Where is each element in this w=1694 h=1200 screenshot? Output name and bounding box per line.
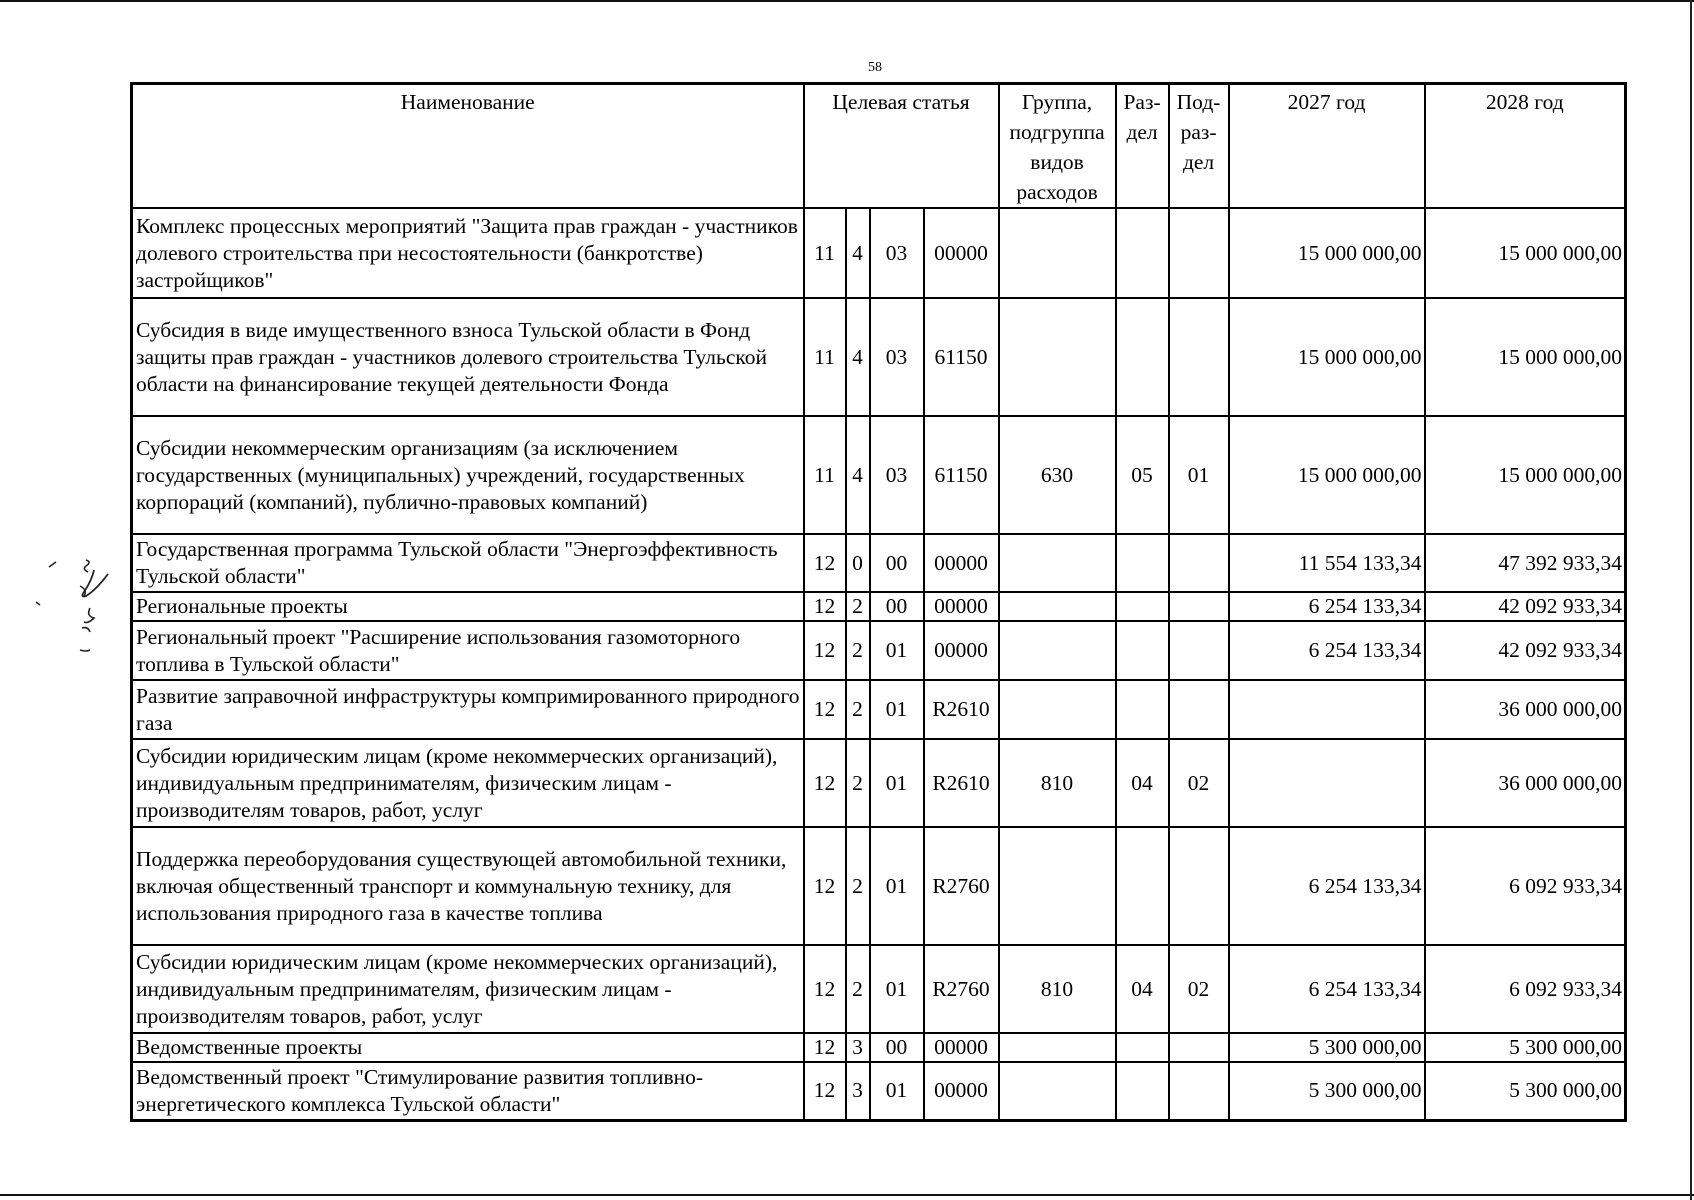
row-section [1116,1062,1169,1120]
row-amount-2028: 6 092 933,34 [1425,827,1626,945]
row-expense-group [999,298,1116,416]
row-section: 04 [1116,739,1169,827]
row-name: Поддержка переоборудования существующей автомобильной техники, включая общественный транспорт и коммунальную технику, для использования природного газа в качестве топлива [132,827,804,945]
row-amount-2028: 5 300 000,00 [1425,1033,1626,1062]
row-code-structure: 01 [870,827,924,945]
row-code-program: 12 [804,1062,846,1120]
row-code-type: 2 [846,592,870,621]
row-expense-group: 810 [999,945,1116,1033]
row-code-type: 2 [846,739,870,827]
row-amount-2028: 15 000 000,00 [1425,298,1626,416]
header-row [132,84,1626,209]
row-code-program: 11 [804,298,846,416]
table-row [132,592,1626,621]
table-row [132,298,1626,416]
row-name: Государственная программа Тульской области "Энергоэффективность Тульской области" [132,534,804,592]
row-code-structure: 03 [870,208,924,298]
row-expense-group: 630 [999,416,1116,534]
row-amount-2027: 6 254 133,34 [1229,592,1425,621]
handwritten-signature [34,552,134,662]
row-amount-2027: 6 254 133,34 [1229,827,1425,945]
row-name: Субсидия в виде имущественного взноса Тульской области в Фонд защиты прав граждан - участников долевого строительства Тульской области на финансирование текущей деятельности Фонда [132,298,804,416]
row-code-program: 12 [804,680,846,739]
row-code-direction: R2760 [924,945,999,1033]
row-amount-2027: 5 300 000,00 [1229,1033,1425,1062]
row-expense-group: 810 [999,739,1116,827]
row-code-structure: 01 [870,945,924,1033]
header-target-article: Целевая статья [804,84,999,209]
row-code-direction: 00000 [924,592,999,621]
row-amount-2028: 5 300 000,00 [1425,1062,1626,1120]
row-code-program: 12 [804,534,846,592]
table-row [132,680,1626,739]
row-code-direction: 61150 [924,298,999,416]
row-amount-2028: 36 000 000,00 [1425,739,1626,827]
page-number: 58 [868,60,882,75]
row-code-program: 12 [804,945,846,1033]
row-name: Ведомственные проекты [132,1033,804,1062]
row-subsection [1169,534,1229,592]
row-code-direction: R2610 [924,680,999,739]
row-section: 05 [1116,416,1169,534]
row-name: Субсидии некоммерческим организациям (за исключением государственных (муниципальных) учреждений, государственных корпораций (компаний), публично-правовых компаний) [132,416,804,534]
row-expense-group [999,592,1116,621]
row-code-structure: 00 [870,534,924,592]
scan-edge-top [0,0,1694,2]
row-expense-group [999,534,1116,592]
row-section [1116,621,1169,680]
row-code-direction: 00000 [924,1033,999,1062]
row-code-structure: 01 [870,621,924,680]
row-subsection [1169,1062,1229,1120]
row-code-type: 4 [846,208,870,298]
budget-table [130,82,1627,1122]
row-subsection [1169,827,1229,945]
row-code-program: 12 [804,827,846,945]
row-section [1116,680,1169,739]
header-subsection: Под-раз-дел [1169,84,1229,209]
table-row [132,208,1626,298]
row-amount-2027: 15 000 000,00 [1229,298,1425,416]
row-amount-2027 [1229,739,1425,827]
row-amount-2027: 11 554 133,34 [1229,534,1425,592]
row-name: Комплекс процессных мероприятий "Защита прав граждан - участников долевого строительства при несостоятельности (банкротстве) застройщиков" [132,208,804,298]
row-name: Ведомственный проект "Стимулирование развития топливно-энергетического комплекса Тульской области" [132,1062,804,1120]
row-amount-2028: 36 000 000,00 [1425,680,1626,739]
row-code-program: 12 [804,621,846,680]
row-expense-group [999,208,1116,298]
table-row [132,827,1626,945]
row-code-type: 4 [846,416,870,534]
header-expense-group: Группа, подгруппа видов расходов [999,84,1116,209]
row-code-program: 11 [804,416,846,534]
row-section [1116,208,1169,298]
row-expense-group [999,621,1116,680]
row-code-structure: 01 [870,739,924,827]
row-expense-group [999,680,1116,739]
row-code-type: 3 [846,1033,870,1062]
row-subsection [1169,298,1229,416]
row-code-type: 2 [846,680,870,739]
table-row [132,945,1626,1033]
row-code-type: 3 [846,1062,870,1120]
row-amount-2027: 15 000 000,00 [1229,416,1425,534]
header-section: Раз-дел [1116,84,1169,209]
row-expense-group [999,1062,1116,1120]
row-amount-2027: 15 000 000,00 [1229,208,1425,298]
row-code-structure: 03 [870,416,924,534]
row-amount-2028: 42 092 933,34 [1425,592,1626,621]
row-section [1116,1033,1169,1062]
table-row [132,621,1626,680]
row-amount-2027 [1229,680,1425,739]
row-subsection [1169,621,1229,680]
row-code-type: 2 [846,827,870,945]
row-subsection: 01 [1169,416,1229,534]
row-name: Региональный проект "Расширение использования газомоторного топлива в Тульской области" [132,621,804,680]
row-code-structure: 01 [870,1062,924,1120]
row-section: 04 [1116,945,1169,1033]
row-code-direction: 00000 [924,208,999,298]
row-expense-group [999,827,1116,945]
row-code-program: 12 [804,739,846,827]
row-code-type: 0 [846,534,870,592]
row-code-type: 2 [846,621,870,680]
row-name: Субсидии юридическим лицам (кроме некоммерческих организаций), индивидуальным предпринимателям, физическим лицам - производителям товаров, работ, услуг [132,945,804,1033]
row-amount-2027: 6 254 133,34 [1229,945,1425,1033]
row-code-program: 12 [804,1033,846,1062]
row-subsection [1169,592,1229,621]
row-section [1116,298,1169,416]
table-row [132,416,1626,534]
table-row [132,739,1626,827]
row-code-type: 4 [846,298,870,416]
row-section [1116,592,1169,621]
row-amount-2028: 15 000 000,00 [1425,208,1626,298]
row-code-program: 12 [804,592,846,621]
header-name: Наименование [132,84,804,209]
row-code-direction: 00000 [924,1062,999,1120]
row-subsection [1169,1033,1229,1062]
row-expense-group [999,1033,1116,1062]
row-subsection: 02 [1169,945,1229,1033]
row-amount-2028: 15 000 000,00 [1425,416,1626,534]
row-amount-2028: 6 092 933,34 [1425,945,1626,1033]
row-amount-2028: 47 392 933,34 [1425,534,1626,592]
table-row [132,1033,1626,1062]
row-name: Субсидии юридическим лицам (кроме некоммерческих организаций), индивидуальным предпринимателям, физическим лицам - производителям товаров, работ, услуг [132,739,804,827]
header-year-2027: 2027 год [1229,84,1425,209]
row-code-direction: 00000 [924,621,999,680]
row-code-structure: 03 [870,298,924,416]
row-code-direction: R2610 [924,739,999,827]
row-code-structure: 00 [870,592,924,621]
table-row [132,534,1626,592]
row-name: Развитие заправочной инфраструктуры компримированного природного газа [132,680,804,739]
row-code-type: 2 [846,945,870,1033]
row-code-direction: 61150 [924,416,999,534]
scan-edge-right [1690,0,1692,1200]
row-amount-2027: 5 300 000,00 [1229,1062,1425,1120]
row-section [1116,827,1169,945]
row-name: Региональные проекты [132,592,804,621]
row-subsection [1169,208,1229,298]
scan-edge-bottom [0,1194,1694,1196]
row-subsection: 02 [1169,739,1229,827]
row-subsection [1169,680,1229,739]
row-code-structure: 00 [870,1033,924,1062]
row-amount-2028: 42 092 933,34 [1425,621,1626,680]
row-code-program: 11 [804,208,846,298]
header-year-2028: 2028 год [1425,84,1626,209]
row-amount-2027: 6 254 133,34 [1229,621,1425,680]
row-section [1116,534,1169,592]
table-row [132,1062,1626,1120]
row-code-direction: 00000 [924,534,999,592]
row-code-direction: R2760 [924,827,999,945]
row-code-structure: 01 [870,680,924,739]
